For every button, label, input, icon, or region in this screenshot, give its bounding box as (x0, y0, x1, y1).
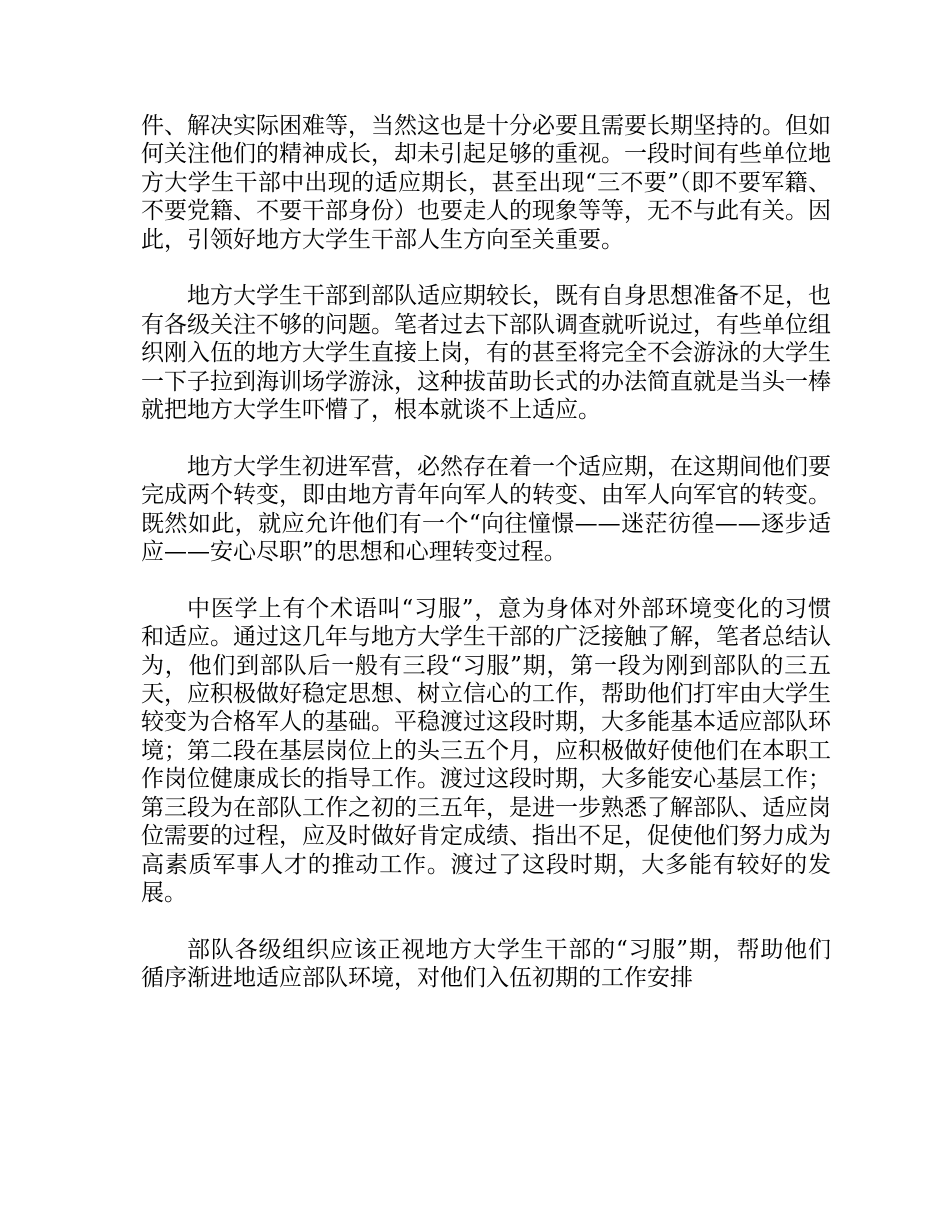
paragraph-gap (141, 254, 831, 282)
paragraph-1: 件、解决实际困难等，当然这也是十分必要且需要长期坚持的。但如何关注他们的精神成长，却未引起足够的重视。一段时间有些单位地方大学生干部中出现的适应期长，甚至出现“三不要”（即不要军籍、不要党籍、不要干部身份）也要走人的现象等等，无不与此有关。因此，引领好地方大学生干部人生方向至关重要。 (141, 113, 831, 253)
paragraph-gap (141, 566, 831, 594)
paragraph-4: 中医学上有个术语叫“习服”，意为身体对外部环境变化的习惯和适应。通过这几年与地方大学生干部的广泛接触了解，笔者总结认为，他们到部队后一般有三段“习服”期，第一段为刚到部队的三五天，应积极做好稳定思想、树立信心的工作，帮助他们打牢由大学生较变为合格军人的基础。平稳渡过这段时期，大多能基本适应部队环境；第二段在基层岗位上的头三五个月，应积极做好使他们在本职工作岗位健康成长的指导工作。渡过这段时期，大多能安心基层工作；第三段为在部队工作之初的三五年，是进一步熟悉了解部队、适应岗位需要的过程，应及时做好肯定成绩、指出不足，促使他们努力成为高素质军事人才的推动工作。渡过了这段时期，大多能有较好的发展。 (141, 595, 831, 906)
paragraph-2: 地方大学生干部到部队适应期较长，既有自身思想准备不足，也有各级关注不够的问题。笔者过去下部队调查就听说过，有些单位组织刚入伍的地方大学生直接上岗，有的甚至将完全不会游泳的大学生一下子拉到海训场学游泳，这种拔苗助长式的办法简直就是当头一棒就把地方大学生吓懵了，根本就谈不上适应。 (141, 283, 831, 424)
paragraph-gap (141, 424, 831, 452)
paragraph-gap (141, 907, 831, 935)
document-page (141, 112, 831, 993)
paragraph-5: 部队各级组织应该正视地方大学生干部的“习服”期，帮助他们循序渐进地适应部队环境，对他们入伍初期的工作安排 (141, 936, 831, 992)
paragraph-3: 地方大学生初进军营，必然存在着一个适应期，在这期间他们要完成两个转变，即由地方青年向军人的转变、由军人向军官的转变。既然如此，就应允许他们有一个“向往憧憬——迷茫彷徨——逐步适应——安心尽职”的思想和心理转变过程。 (141, 453, 831, 566)
